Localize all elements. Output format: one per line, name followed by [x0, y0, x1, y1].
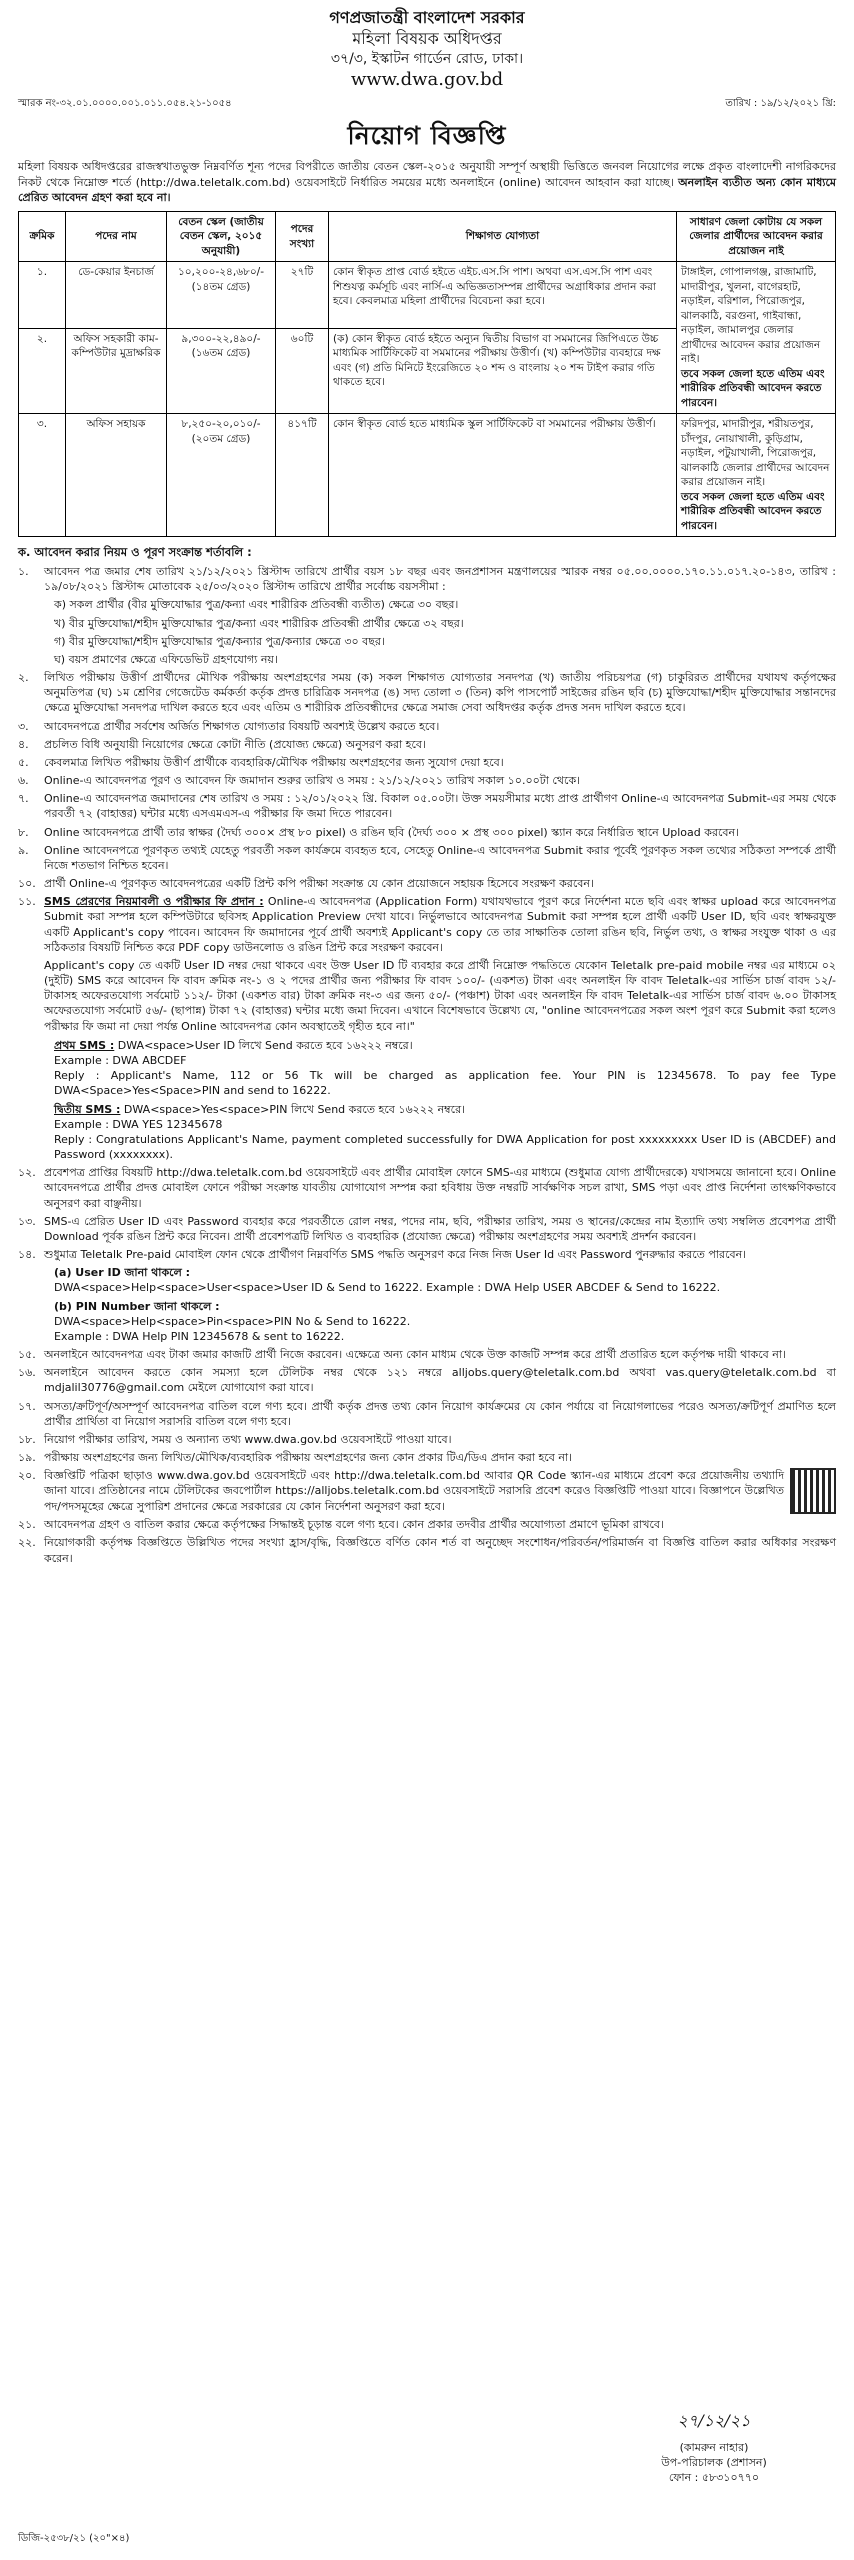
rule-number: ২০. — [18, 1469, 36, 1483]
list-item — [18, 1535, 836, 1565]
row-scale: ৯,৩০০-২২,৪৯০/- (১৬তম গ্রেড) — [167, 328, 276, 413]
rule-text: পরীক্ষায় অংশগ্রহণের জন্য লিখিত/মৌখিক/ব্যবহারিক পরীক্ষায় অংশগ্রহণের জন্য কোন প্রকার টিএ/ডিএ প্রদান করা হবে না। — [44, 1451, 573, 1465]
row-count: ২৭টি — [276, 262, 329, 328]
col-post: পদের নাম — [66, 211, 167, 261]
rule-number — [18, 634, 44, 649]
intro-warning: অনলাইন ব্যতীত অন্য কোন মাধ্যমে প্রেরিত আবেদন গ্রহণ করা হবে না। — [18, 175, 836, 204]
table-row — [19, 262, 836, 328]
list-item — [18, 825, 836, 840]
row-qualification: (ক) কোন স্বীকৃত বোর্ড হইতে অন্যুন দ্বিতীয় বিভাগ বা সমমানের জিপিএতে উচ্চ মাধ্যমিক সার্টিফিকেট বা সমমানের পরীক্ষায় উত্তীর্ণ। (খ) কম্পিউটার ব্যবহারে দক্ষ এবং (গ) প্রতি মিনিটে ইংরেজিতে ২০ শব্দ ও বাংলায় ২০ শব্দ টাইপ করার গতি থাকতে হবে। — [329, 328, 677, 413]
list-item — [18, 755, 836, 770]
recovery-a-text: DWA<space>Help<space>User<space>User ID & Send to 16222. Example : DWA Help USER ABCDEF & Send to 16222. — [54, 1281, 721, 1295]
sms2-example: Example : DWA YES 12345678 — [54, 1117, 223, 1131]
list-item — [18, 652, 836, 667]
rule-number — [18, 616, 44, 631]
memo-number: স্মারক নং-৩২.০১.০০০০.০০১.০১১.০৫৪.২১-১০৫৪ — [18, 98, 232, 110]
row-sl: ২. — [19, 328, 66, 413]
rule-text: অসত্য/ক্রটিপূর্ণ/অসম্পূর্ণ আবেদনপত্র বাতিল বলে গণ্য হবে। প্রার্থী কর্তৃক প্রদত্ত তথ্য কোন নিয়োগ কার্যক্রমের যে কোন পর্যায়ে বা নিয়োগলাভের পরেও অসত্য/ক্রটিপূর্ণ প্রমাণিত হলে প্রার্থীর প্রার্থিতা বা নিয়োগ সরাসরি বাতিল বলে গণ্য হবে। — [44, 1399, 836, 1428]
sms1-text: DWA<space>User ID লিখে Send করতে হবে ১৬২২২ নম্বরে। — [117, 1038, 413, 1052]
col-qualification: শিক্ষাগত যোগ্যতা — [329, 211, 677, 261]
sms-rules-heading: SMS প্রেরণের নিয়মাবলী ও পরীক্ষার ফি প্রদান : — [44, 895, 264, 909]
quota-districts: টাঙ্গাইল, গোপালগঞ্জ, রাজামাটি, মাদারীপুর, খুলনা, বাগেরহাট, নড়াইল, বরিশাল, পিরোজপুর, ঝালকাঠি, বরগুনা, গাইবান্ধা, নড়াইল, জামালপুর জেলার প্রার্থীদের আবেদন করার প্রয়োজন নাই। — [681, 266, 821, 366]
rule-11 — [18, 894, 836, 1162]
list-item — [18, 1432, 836, 1447]
list-item — [18, 670, 836, 716]
rule-text: প্রবেশপত্র প্রাপ্তির বিষয়টি http://dwa.teletalk.com.bd ওয়েবসাইটে এবং প্রার্থীর মোবাইল ফোনে SMS-এর মাধ্যমে (শুধুমাত্র যোগ্য প্রার্থীদেরকে) যথাসময়ে জানানো হবে। Online আবেদনপত্রে প্রার্থীর প্রদত্ত মোবাইল ফোনে পরীক্ষা সংক্রান্ত যাবতীয় যোগাযোগ সম্পন্ন করা হবিধায় উক্ত নম্বরটি সার্বক্ষণিক সচল রাখা, SMS পড়া এবং প্রাপ্ত নির্দেশনা তাৎক্ষণিকভাবে অনুসরণ করা বাঞ্ছনীয়। — [44, 1166, 836, 1210]
list-item — [18, 773, 836, 788]
rule-text: নিয়োগকারী কর্তৃপক্ষ বিজ্ঞপ্তিতে উল্লিখিত পদের সংখ্যা হ্রাস/বৃদ্ধি, বিজ্ঞপ্তিতে বর্ণিত কোন শর্ত বা অনুচ্ছেদ সংশোধন/পরিবর্তন/পরিমার্জন বা বিজ্ঞপ্তি বাতিল করার অধিকার সংরক্ষণ করেন। — [44, 1536, 836, 1565]
row-scale: ১০,২০০-২৪,৬৮০/- (১৪তম গ্রেড) — [167, 262, 276, 328]
rule-text: Online-এ আবেদনপত্র পূরণ ও আবেদন ফি জমাদান শুরুর তারিখ ও সময় : ২১/১২/২০২১ তারিখ সকাল ১০.০০টা থেকে। — [44, 774, 581, 788]
rule-text: ক) সকল প্রার্থীর (বীর মুক্তিযোদ্ধার পুত্র/কন্যা এবং শারীরিক প্রতিবন্ধী ব্যতীত) ক্ষেত্রে ৩০ বছর। — [54, 598, 459, 612]
col-quota: সাধারণ জেলা কোটায় যে সকল জেলার প্রার্থীদের আবেদন করার প্রয়োজন নাই — [677, 211, 836, 261]
rule-number: ১২. — [18, 1166, 36, 1180]
row-post: অফিস সহায়ক — [66, 414, 167, 537]
row-scale: ৮,২৫০-২০,০১০/- (২০তম গ্রেড) — [167, 414, 276, 537]
list-item — [18, 1517, 836, 1532]
sms1-example: Example : DWA ABCDEF — [54, 1054, 187, 1067]
rule-number: ৬. — [18, 774, 29, 788]
rule-number: ৮. — [18, 825, 29, 839]
rule-number: ৫. — [18, 755, 29, 769]
intro-paragraph — [18, 159, 836, 205]
rule-text: শুধুমাত্র Teletalk Pre-paid মোবাইল ফোন থেকে প্রার্থীগণ নিম্নবর্ণিত SMS পদ্ধতি অনুসরণ করে নিজ নিজ User Id এবং Password পুনরুদ্ধার করতে পারবেন। — [44, 1248, 747, 1262]
intro-text: মহিলা বিষয়ক অধিদপ্তরের রাজস্বখাতভুক্ত নিম্নবর্ণিত শূন্য পদের বিপরীতে জাতীয় বেতন স্কেল-২০১৫ অনুযায়ী সম্পূর্ণ অস্থায়ী ভিত্তিতে জনবল নিয়োগের লক্ষে প্রকৃত বাংলাদেশী নাগরিকদের নিকট থেকে নিম্নোক্ত শর্তে (http://dwa.teletalk.com.bd) ওয়েবসাইটে নির্ধারিত সময়ের মধ্যে অনলাইনে (online) আবেদন আহবান করা যাচ্ছে। — [18, 160, 836, 189]
rule-text: আবেদনপত্র গ্রহণ ও বাতিল করার ক্ষেত্রে কর্তৃপক্ষের সিদ্ধান্তই চূড়ান্ত বলে গণ্য হবে। কোন প্রকার তদবীর প্রার্থীর অযোগ্যতা প্রমাণে ভূমিকা রাখবে। — [44, 1518, 664, 1532]
rule-text: নিয়োগ পরীক্ষার তারিখ, সময় ও অন্যান্য তথ্য www.dwa.gov.bd ওয়েবসাইটে পাওয়া যাবে। — [44, 1432, 452, 1446]
rule-number: ৩. — [18, 719, 29, 733]
row-qualification: কোন স্বীকৃত বোর্ড হতে মাধ্যমিক স্কুল সার্টিফিকেট বা সমমানের পরীক্ষায় উত্তীর্ণ। — [329, 414, 677, 537]
list-item — [18, 616, 836, 631]
list-item — [18, 791, 836, 821]
rule-number: ১৮. — [18, 1432, 36, 1446]
signature-scribble: ২৭/১২/২১ — [677, 2411, 751, 2430]
list-item — [18, 1468, 836, 1514]
row-count: ৪১৭টি — [276, 414, 329, 537]
signatory-phone: ফোন : ৫৮৩১০৭৭০ — [668, 2471, 760, 2485]
rule-text: খ) বীর মুক্তিযোদ্ধা/শহীদ মুক্তিযোদ্ধার পুত্র/কন্যা এবং শারীরিক প্রতিবন্ধী প্রার্থীর ক্ষেত্রে ৩২ বছর। — [54, 616, 464, 630]
list-item — [18, 876, 836, 891]
sms1-reply: Reply : Applicant's Name, 112 or 56 Tk will be charged as application fee. Your PIN is 12345678. To pay fee Type DWA<Space>Yes<Space>PIN and send to 16222. — [54, 1069, 836, 1098]
rule-number: ১১. — [18, 895, 36, 909]
rule-text: লিখিত পরীক্ষায় উত্তীর্ণ প্রার্থীদের মৌখিক পরীক্ষায় অংশগ্রহণের সময় (ক) সকল শিক্ষাগত যোগ্যতার সনদপত্র (খ) জাতীয় পরিচয়পত্র (গ) চাকুরিরত প্রার্থীদের যথাযথ কর্তৃপক্ষের অনুমতিপত্র (ঘ) ১ম শ্রেণির গেজেটেড কর্মকর্তা কর্তৃক প্রদত্ত চারিত্রিক সনদপত্র (ঙ) সদ্য তোলা ৩ (তিন) কপি পাসপোর্ট সাইজের রঙিন ছবি (চ) মুক্তিযোদ্ধা/শহীদ মুক্তিযোদ্ধার সন্তানদের ক্ষেত্রে মুক্তিযোদ্ধা সনদপত্র দাখিল করতে হবে এবং এতিম ও শারীরিক প্রতিবন্ধীদের ক্ষেত্রে সমাজ সেবা অধিদপ্তর কর্তৃক প্রদত্ত সনদ দাখিল করতে হবে। — [44, 671, 836, 715]
list-item — [18, 737, 836, 752]
quota-districts: ফরিদপুর, মাদারীপুর, শরীয়তপুর, চাঁদপুর, নোয়াখালী, কুড়িগ্রাম, নড়াইল, পটুয়াখালী, পিরোজপুর, ঝালকাঠি জেলার প্রার্থীদের আবেদন করার প্রয়োজন নাই। — [681, 418, 830, 489]
rules-list-c — [18, 1347, 836, 1566]
rule-number: ৭. — [18, 792, 29, 806]
notice-title: নিয়োগ বিজ্ঞপ্তি — [347, 120, 507, 150]
sms2-label: দ্বিতীয় SMS : — [54, 1102, 121, 1116]
recovery-b-label: (b) PIN Number জানা থাকলে : — [54, 1299, 220, 1313]
list-item — [18, 1165, 836, 1211]
row-sl: ১. — [19, 262, 66, 328]
rule-text: প্রচলিত বিধি অনুযায়ী নিয়োগের ক্ষেত্রে কোটা নীতি (প্রযোজ্য ক্ষেত্রে) অনুসরণ করা হবে। — [44, 737, 426, 751]
list-item — [18, 719, 836, 734]
rules-section-title: ক. আবেদন করার নিয়ম ও পূরণ সংক্রান্ত শর্তাবলি : — [18, 545, 252, 560]
rule-text: Online-এ আবেদনপত্র জমাদানের শেষ তারিখ ও সময় : ১২/০১/২০২২ খ্রি. বিকাল ০৫.০০টা। উক্ত সময়সীমার মধ্যে প্রাপ্ত প্রার্থীগণ Online-এ আবেদনপত্র Submit-এর সময় থেকে পরবর্তী ৭২ (বাহাত্তর) ঘন্টার মধ্যে এসএমএস-এ পরীক্ষার ফি জমা দিতে পারবেন। — [44, 792, 836, 821]
quota-note: তবে সকল জেলা হতে এতিম এবং শারীরিক প্রতিবন্ধী আবেদন করতে পারবেন। — [681, 367, 825, 409]
recovery-b-example: Example : DWA Help PIN 12345678 & sent to 16222. — [54, 1329, 345, 1343]
rule-number: ২১. — [18, 1518, 36, 1532]
col-sl: ক্রমিক — [19, 211, 66, 261]
rule-text — [44, 894, 836, 1162]
sms-rules-p1: Online-এ আবেদনপত্র (Application Form) যথাযথভাবে পূরণ করে নির্দেশনা মতে ছবি এবং স্বাক্ষর upload করে আবেদনপত্র Submit করা সম্পন্ন হলে কম্পিউটারে ছবিসহ Application Preview দেখা যাবে। নির্ভুলভাবে আবেদনপত্র Submit করা সম্পন্ন হলে প্রার্থী একটি User ID, ছবি এবং স্বাক্ষরযুক্ত একটি Applicant's copy পাবেন। আবেদন ফি জমাদানের পূর্বে প্রার্থী অবশ্যই Applicant's copy তে তার সাক্ষাতিক তোলা রঙিন ছবি, নির্ভুল তথ্য, ও স্বাক্ষর সংযুক্ত থাকা ও এর সঠিকতার বিষয়টি নিশ্চিত করে PDF copy ডাউনলোড ও রঙিন প্রিন্ট করে সংরক্ষণ করবেন। — [44, 895, 836, 954]
letterhead — [18, 8, 836, 91]
list-item — [18, 564, 836, 594]
rule-number: ২. — [18, 671, 29, 685]
memo-date: তারিখ : ১৯/১২/২০২১ খ্রি: — [725, 98, 836, 110]
row-qualification: কোন স্বীকৃত প্রাপ্ত বোর্ড হইতে এইচ.এস.সি পাশ। অথবা এস.এস.সি পাশ এবং শিশুযত্ন কর্মসূচি এবং নার্সি-এ অভিজ্ঞতাসম্পন্ন প্রার্থীদের অগ্রাধিকার প্রদান করা হবে। কেবলমাত্র মহিলা প্রার্থীদের বিবেচনা করা হবে। — [329, 262, 677, 328]
rule-number: ৪. — [18, 737, 29, 751]
credential-recovery — [18, 1265, 836, 1344]
row-count: ৬০টি — [276, 328, 329, 413]
rule-number: ১৪. — [18, 1248, 36, 1262]
address: ৩৭/৩, ইস্কাটন গার্ডেন রোড, ঢাকা। — [330, 50, 524, 67]
row-quota — [677, 414, 836, 537]
list-item — [18, 1214, 836, 1244]
row-quota — [677, 262, 836, 414]
rule-number: ১৬. — [18, 1366, 36, 1380]
govt-name: গণপ্রজাতন্ত্রী বাংলাদেশ সরকার — [329, 8, 525, 27]
list-item — [18, 634, 836, 649]
table-row — [19, 414, 836, 537]
row-post: অফিস সহকারী কাম-কম্পিউটার মুদ্রাক্ষরিক — [66, 328, 167, 413]
rule-text: SMS-এ প্রেরিত User ID এবং Password ব্যবহার করে পরবর্তীতে রোল নম্বর, পদের নাম, ছবি, পরীক্ষার তারিখ, সময় ও স্থানের/কেন্দ্রের নাম ইত্যাদি তথ্য সম্বলিত প্রবেশপত্র প্রার্থী Download পূর্বক রঙিন প্রিন্ট করে নিবেন। প্রার্থী প্রবেশপত্রটি লিখিত ও ব্যবহারিক (প্রযোজ্য ক্ষেত্রে) পরীক্ষায় অংশগ্রহণের সময় অবশ্যই প্রদর্শন করবেন। — [44, 1214, 836, 1243]
sms2-reply: Reply : Congratulations Applicant's Name, payment completed successfully for DWA Application for post xxxxxxxxx User ID is (ABCDEF) and Password (xxxxxxxx). — [54, 1132, 836, 1162]
list-item — [18, 894, 836, 1162]
list-item — [18, 1399, 836, 1429]
rule-number — [18, 652, 44, 667]
list-item — [18, 1347, 836, 1362]
rule-text: অনলাইনে আবেদন করতে কোন সমস্যা হলে টেলিটক নম্বর থেকে ১২১ নম্বরে alljobs.query@teletalk.com.bd অথবা vas.query@teletalk.com.bd বা mdjalil30776@gmail.com মেইলে যোগাযোগ করা যাবে। — [44, 1366, 836, 1395]
list-item — [18, 597, 836, 612]
rule-number: ১০. — [18, 877, 36, 891]
rule-number: ১৩. — [18, 1214, 36, 1228]
list-item — [18, 1365, 836, 1395]
list-item — [18, 843, 836, 873]
rule-number: ২২. — [18, 1536, 36, 1550]
sms1-label: প্রথম SMS : — [54, 1038, 115, 1052]
rule-number: ৯. — [18, 843, 29, 857]
rule-number: ১৯. — [18, 1451, 36, 1465]
rule-text: কেবলমাত্র লিখিত পরীক্ষায় উত্তীর্ণ প্রার্থীকে ব্যবহারিক/মৌখিক পরীক্ষায় অংশগ্রহণের জন্য সুযোগ দেয়া হবে। — [44, 755, 504, 769]
rule-number — [18, 597, 44, 612]
list-item — [18, 1247, 836, 1262]
signatory-name: (কামরুন নাহার) — [679, 2441, 749, 2454]
col-scale: বেতন স্কেল (জাতীয় বেতন স্কেল, ২০১৫ অনুযায়ী) — [167, 211, 276, 261]
sms-steps — [44, 1038, 836, 1162]
quota-note: তবে সকল জেলা হতে এতিম এবং শারীরিক প্রতিবন্ধী আবেদন করতে পারবেন। — [681, 490, 825, 532]
rule-number: ১. — [18, 565, 29, 579]
rules-list — [18, 564, 836, 891]
rule-number: ১৭. — [18, 1399, 36, 1413]
table-header-row — [19, 211, 836, 261]
memo-line — [18, 97, 836, 111]
recovery-b-text: DWA<space>Help<space>Pin<space>PIN No & Send to 16222. — [54, 1314, 411, 1328]
rule-text: প্রার্থী Online-এ পূরণকৃত আবেদনপত্রের একটি প্রিন্ট কপি পরীক্ষা সংক্রান্ত যে কোন প্রয়োজনে সহায়ক হিসেবে সংরক্ষণ করবেন। — [44, 877, 594, 891]
qr-code-icon — [790, 1468, 836, 1514]
website: www.dwa.gov.bd — [350, 68, 504, 90]
row-post: ডে-কেয়ার ইনচার্জ — [66, 262, 167, 328]
rule-text: ঘ) বয়স প্রমাণের ক্ষেত্রে এফিডেভিট গ্রহণযোগ্য নয়। — [54, 652, 278, 666]
department-name: মহিলা বিষয়ক অধিদপ্তর — [352, 28, 502, 48]
rule-number: ১৫. — [18, 1348, 36, 1362]
rule-text: অনলাইনে আবেদনপত্র এবং টাকা জমার কাজটি প্রার্থী নিজে করবেন। এক্ষেত্রে অন্য কোন মাধ্যম থেকে উক্ত কাজটি সম্পন্ন করে প্রার্থী প্রতারিত হলে কর্তৃপক্ষ দায়ী থাকবে না। — [44, 1348, 786, 1362]
row-sl: ৩. — [19, 414, 66, 537]
rule-text: আবেদন পত্র জমার শেষ তারিখ ২১/১২/২০২১ খ্রিস্টাব্দ তারিখে প্রার্থীর বয়স ১৮ বছর এবং জনপ্রশাসন মন্ত্রণালয়ের স্মারক নম্বর ০৫.০০.০০০০.১৭০.১১.০১৭.২০-১৪৩, তারিখ : ১৯/০৮/২০২১ খ্রিস্টাব্দ মোতাবেক ২৫/০৩/২০২০ খ্রিস্টাব্দ তারিখে প্রার্থীর সর্বোচ্চ বয়সসীমা : — [44, 565, 836, 594]
recovery-a-label: (a) User ID জানা থাকলে : — [54, 1266, 191, 1280]
signatory-designation: উপ-পরিচালক (প্রশাসন) — [661, 2456, 767, 2470]
rule-text: Online আবেদনপত্রে পূরণকৃত তথ্যই যেহেতু পরবর্তী সকল কার্যক্রমে ব্যবহৃত হবে, সেহেতু Online-এ আবেদনপত্র Submit করার পূর্বেই পূরণকৃত সকল তথ্যের সঠিকতা সম্পর্কে প্রার্থী নিজে শতভাগ নিশ্চিত হবেন। — [44, 843, 836, 872]
list-item — [18, 1450, 836, 1465]
col-count: পদের সংখ্যা — [276, 211, 329, 261]
rule-text: Online আবেদনপত্রে প্রার্থী তার স্বাক্ষর (দৈর্ঘ্য ৩০০× প্রস্থ ৮০ pixel) ও রঙিন ছবি (দৈর্ঘ্য ৩০০ × প্রস্থ ৩০০ pixel) স্ক্যান করে নির্ধারিত স্থানে Upload করবেন। — [44, 825, 740, 839]
signature-block — [614, 2410, 814, 2486]
rule-text: গ) বীর মুক্তিযোদ্ধা/শহীদ মুক্তিযোদ্ধার পুত্র/কন্যার পুত্র/কন্যার ক্ষেত্রে ৩০ বছর। — [54, 634, 385, 648]
rule-text: আবেদনপত্রে প্রার্থীর সর্বশেষ অর্জিত শিক্ষাগত যোগ্যতার বিষয়টি অবশ্যই উল্লেখ করতে হবে। — [44, 719, 440, 733]
footer-code: ডিজি-২৫৩৮/২১ (২০"×৪) — [18, 2533, 130, 2544]
rules-list-b — [18, 1165, 836, 1262]
sms-rules-p2: Applicant's copy তে একটি User ID নম্বর দেয়া থাকবে এবং উক্ত User ID টি ব্যবহার করে প্রার্থী নিম্নোক্ত পদ্ধতিতে যেকোন Teletalk pre-paid mobile নম্বর এর মাধ্যমে ০২ (দুইটি) SMS করে আবেদন ফি বাবদ ক্রমিক নং-১ ও ২ পদের প্রার্থীর জন্য পরীক্ষার ফি বাবদ ১০০/- (একশত) টাকা এবং অনলাইন ফি বাবদ Teletalk-এর সার্ভিস চার্জ বাবদ ১২/- টাকাসহ অফেরতযোগ্য সর্বমোট ১১২/- টাকা (একশত বার) টাকা ক্রমিক নং-৩ এর জন্য ৫০/- (পঞ্চাশ) টাকা এবং অনলাইন ফি বাবদ Teletalk-এর সার্ভিস চার্জ বাবদ ৬.০০ টাকাসহ অফেরতযোগ্য সর্বমোট ৫৬/- (ছাপান্ন) টাকা ৭২ (বাহাত্তর) ঘন্টার মধ্যে জমা দিবেন। এখানে বিশেষভাবে উল্লেখ্য যে, "online আবেদনপত্রের সকল অংশ পূরণ করে Submit করা হলেও পরীক্ষার ফি জমা না দেয়া পর্যন্ত Online আবেদনপত্র কোন অবস্থাতেই গৃহীত হবে না।" — [44, 958, 836, 1033]
sms2-text: DWA<space>Yes<space>PIN লিখে Send করতে হবে ১৬২২২ নম্বরে। — [123, 1102, 466, 1116]
rule-text: বিজ্ঞপ্তিটি পত্রিকা ছাড়াও www.dwa.gov.bd ওয়েবসাইটে এবং http://dwa.teletalk.com.bd আবার QR Code স্ক্যান-এর মাধ্যমে প্রবেশ করে প্রয়োজনীয় তথ্যাদি জানা যাবে। প্রতিষ্ঠানের নামে টেলিটকের জবপোর্টাল https://alljobs.teletalk.com.bd ওয়েবসাইটে সরাসরি প্রবেশ করেও বিজ্ঞপ্তিটি পাওয়া যাবে। বিজ্ঞাপনে উল্লেখিত পদ/পদসমূহের ক্ষেত্রে সুপারিশ প্রদানের ক্ষেত্রে সরকারের যে কোন নির্দেশনা অনুসরণ করা হবে। — [44, 1469, 784, 1513]
vacancy-table — [18, 211, 836, 537]
